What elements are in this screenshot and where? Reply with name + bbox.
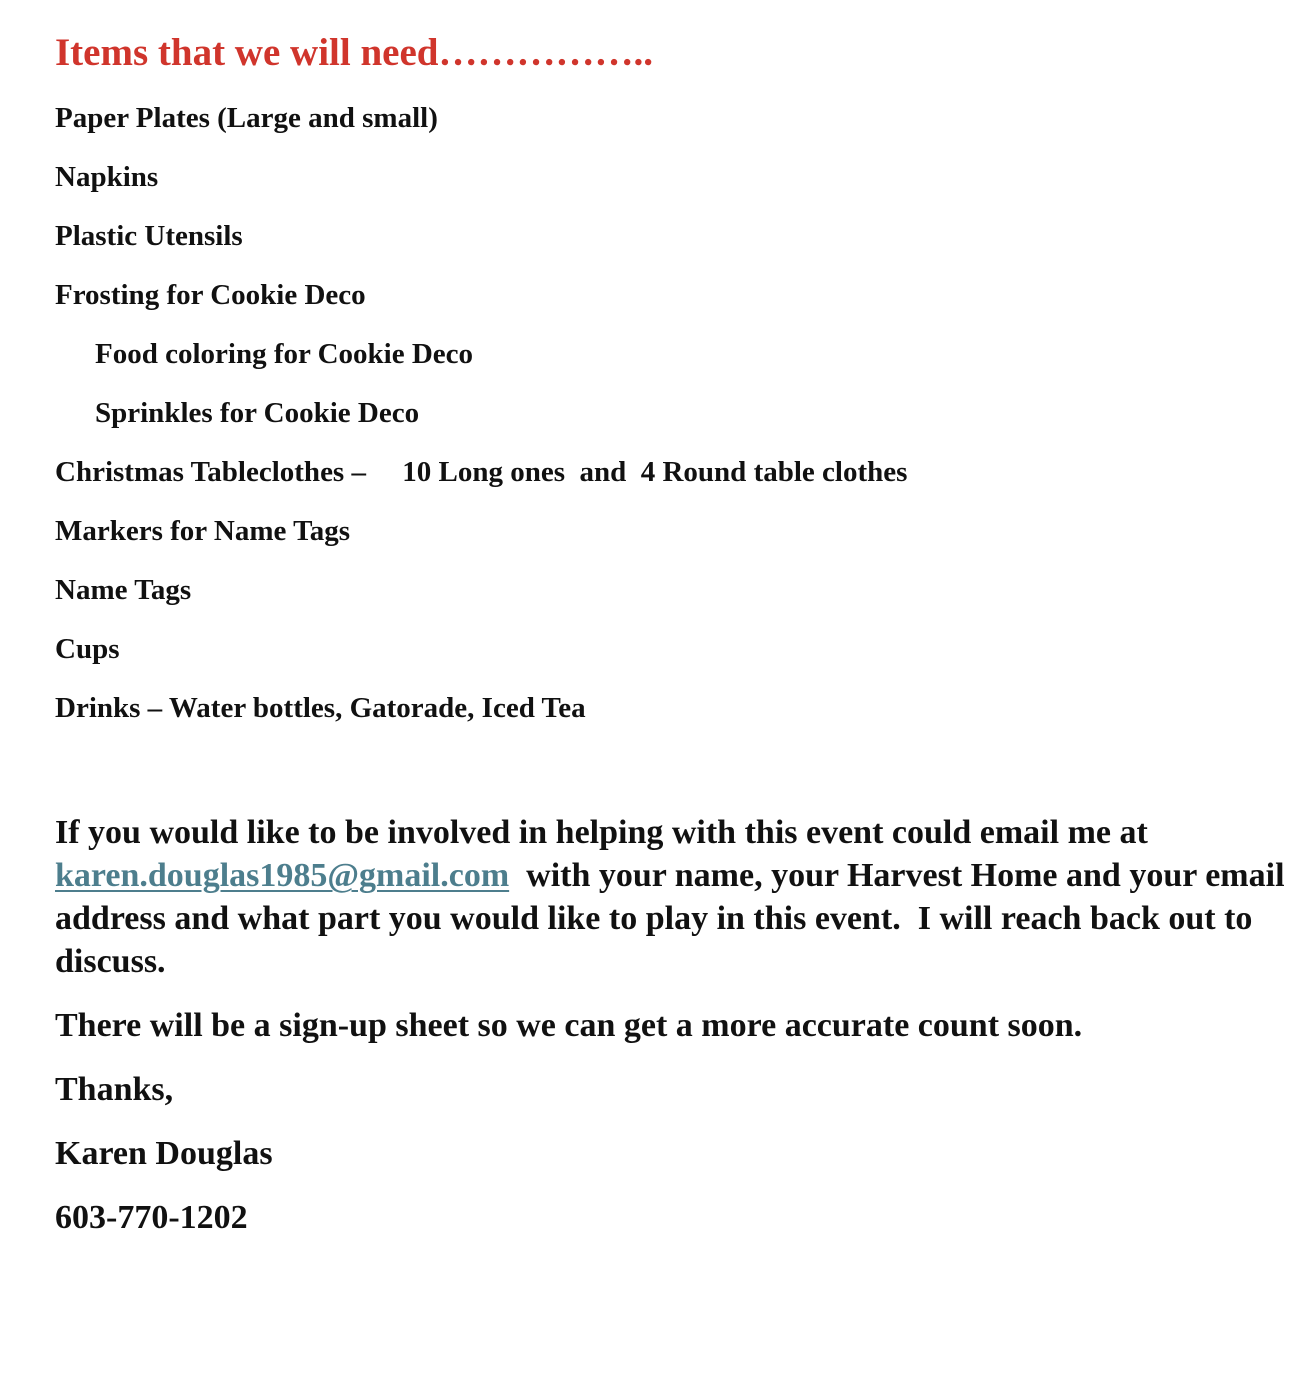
list-item: Cups bbox=[55, 633, 120, 665]
involvement-text-before: If you would like to be involved in helping with this event could email me at bbox=[55, 814, 1148, 851]
list-item: Frosting for Cookie Deco bbox=[55, 279, 366, 311]
involvement-text-after: with your name, your Harvest Home and your email address and what part you would like to play in this event. I will reach back out to discuss. bbox=[55, 857, 1294, 980]
email-link[interactable]: karen.douglas1985@gmail.com bbox=[55, 857, 510, 894]
list-item: Napkins bbox=[55, 161, 159, 193]
closing: Thanks, bbox=[55, 1071, 174, 1108]
list-item: Name Tags bbox=[55, 574, 192, 606]
list-item: Markers for Name Tags bbox=[55, 515, 351, 547]
phone-number: 603-770-1202 bbox=[55, 1199, 248, 1236]
list-item: Plastic Utensils bbox=[55, 220, 243, 252]
page-title: Items that we will need…………….. bbox=[55, 31, 653, 74]
list-item: Christmas Tableclothes – 10 Long ones and 4 Round table clothes bbox=[55, 456, 908, 488]
list-item: Paper Plates (Large and small) bbox=[55, 102, 438, 134]
list-item: Food coloring for Cookie Deco bbox=[95, 338, 474, 370]
involvement-paragraph bbox=[55, 811, 1295, 983]
list-item: Sprinkles for Cookie Deco bbox=[95, 397, 420, 429]
signature-name: Karen Douglas bbox=[55, 1135, 273, 1172]
list-item: Drinks – Water bottles, Gatorade, Iced Tea bbox=[55, 692, 586, 724]
signup-note: There will be a sign-up sheet so we can get a more accurate count soon. bbox=[55, 1007, 1083, 1044]
